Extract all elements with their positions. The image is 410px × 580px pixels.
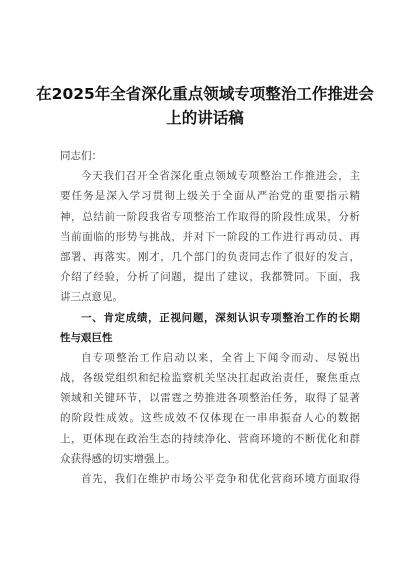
paragraph-line: 的阶段性成效。这些成效不仅体现在一串串振奋人心的数据 [60,412,360,425]
section-heading: 性与艰巨性 [60,331,113,344]
title-line: 上的讲话稿 [166,109,244,127]
document-body [60,146,360,489]
paragraph-line: 神，总结前一阶段我省专项整治工作取得的阶段性成果，分析 [60,210,360,223]
paragraph-line: 要任务是深入学习贯彻上级关于全面从严治党的重要指示精 [60,190,360,203]
paragraph-line: 介绍了经验，分析了问题，提出了建议，我都赞同。下面，我 [60,271,360,284]
paragraph-line: 今天我们召开全省深化重点领域专项整治工作推进会，主 [81,170,360,183]
paragraph-line: 当前面临的形势与挑战，并对下一阶段的工作进行再动员、再 [60,230,360,243]
paragraph-line: 自专项整治工作启动以来，全省上下闻令而动、尽锐出 [81,351,360,364]
paragraph-line: 首先，我们在维护市场公平竞争和优化营商环境方面取得 [81,473,360,485]
paragraph-line: 战，各级党组织和纪检监察机关坚决扛起政治责任，聚焦重点 [60,372,360,385]
section-heading: 一、肯定成绩，正视问题，深刻认识专项整治工作的长期 [81,311,360,324]
paragraph-line: 众获得感的切实增强上。 [60,452,176,465]
paragraph-line: 讲三点意见。 [60,291,123,304]
paragraph-line: 上，更体现在政治生态的持续净化、营商环境的不断优化和群 [60,432,360,445]
salutation: 同志们： [60,150,102,162]
paragraph-line: 部署、再落实。刚才，几个部门的负责同志作了很好的发言， [60,250,360,263]
paragraph-line: 领域和关键环节，以雷霆之势推进各项整治任务，取得了显著 [60,392,360,405]
document-title [30,82,380,130]
title-line: 在2025年全省深化重点领域专项整治工作推进会 [36,85,374,103]
